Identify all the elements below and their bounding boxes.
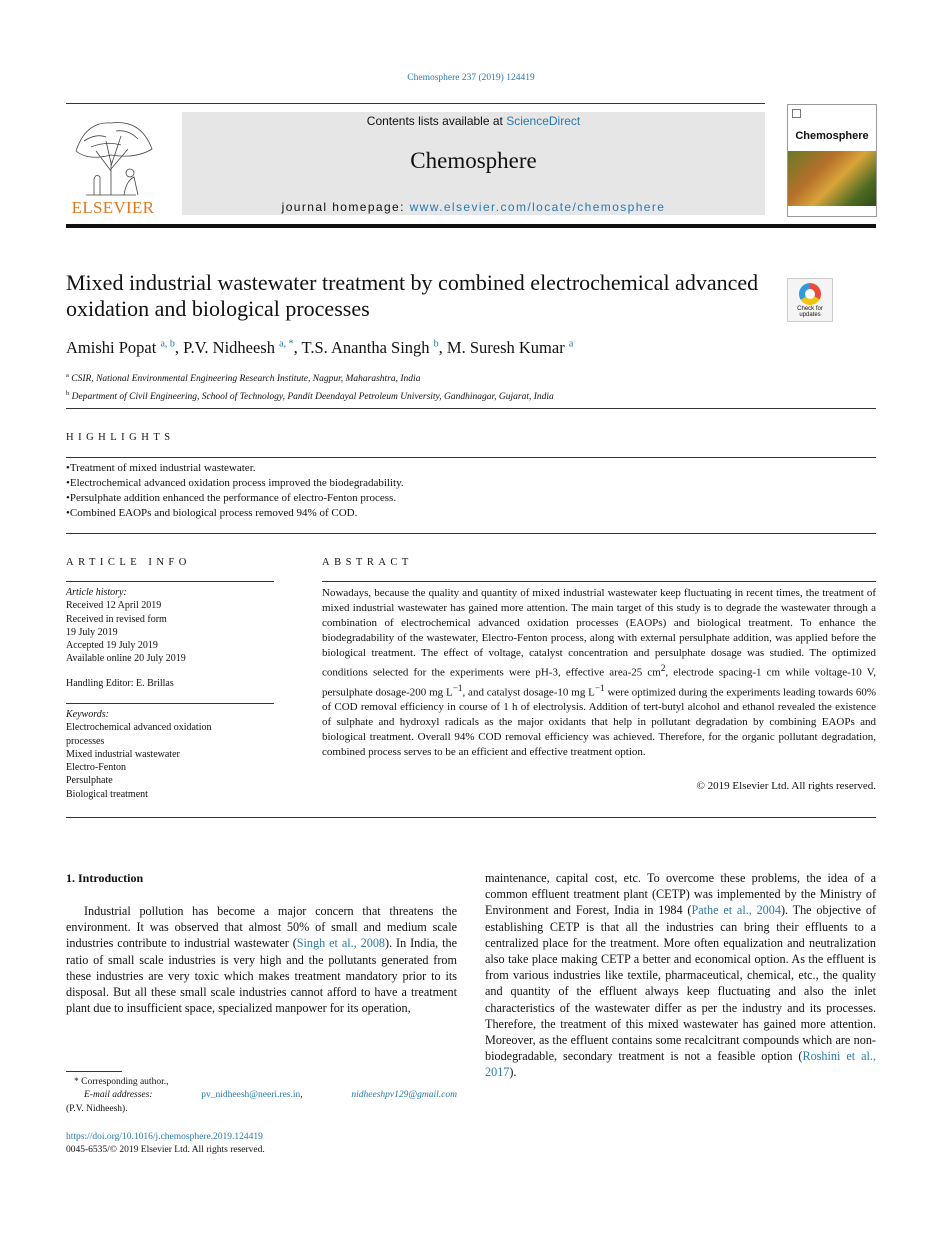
email-sep: , [300, 1090, 303, 1101]
keyword: processes [66, 735, 105, 747]
affil-marker: a [66, 372, 69, 379]
doi-link[interactable]: https://doi.org/10.1016/j.chemosphere.2019.124419 [66, 1132, 263, 1142]
handling-editor: Handling Editor: E. Brillas [66, 678, 174, 689]
divider [66, 703, 274, 704]
abstract-part: Nowadays, because the quality and quantity of mixed industrial wastewater keep fluctuating in recent times, the treatment of mixed industrial wastewater has gained more attention. The main target of this study is to degrade the wastewater through a combination of electrochemical advanced oxidation processes (EAOPs) and biological treatment. To enhance the biodegradability of the wastewater, Electro-Fenton process, along with external persulphate addition, was applied before the biological treatment. The effect of voltage, catalyst concentration and persulphate dosage was studied. The optimized conditions selected for the experiments were pH-3, effective area-25 cm [322, 587, 876, 679]
highlights-list [66, 461, 404, 521]
affiliations [66, 369, 554, 404]
footnote [66, 1076, 457, 1116]
header-thick-rule [66, 224, 876, 228]
abstract-heading: ABSTRACT [322, 557, 413, 568]
crossmark-line2: updates [799, 312, 821, 318]
homepage-line [182, 200, 765, 214]
text: maintenance, capital cost, etc. To overcome these problems, the idea of a common effluent treatment plant (CETP) was implemented by the Ministry of Environment and Forest, India in 1984 ( [485, 871, 876, 918]
keywords-label: Keywords: [66, 709, 109, 720]
author-list [66, 338, 573, 358]
keyword: Electrochemical advanced oxidation [66, 722, 212, 734]
divider [322, 581, 876, 582]
article-title: Mixed industrial wastewater treatment by combined electrochemical advanced oxidation and biological processes [66, 270, 759, 321]
crossmark-icon [799, 283, 821, 305]
footnote-rule [66, 1071, 122, 1072]
body-column-left [66, 903, 457, 1016]
author-name[interactable]: T.S. Anantha Singh [301, 338, 430, 357]
keyword: Mixed industrial wastewater [66, 748, 180, 760]
text: Industrial pollution has become a major concern that threatens the environment. It was observed that almost 50% of small and medium scale industries contribute to industrial wastewater ( [66, 904, 457, 951]
highlight-item: • Persulphate addition enhanced the performance of electro-Fenton process. [66, 491, 404, 506]
author-name[interactable]: Amishi Popat [66, 338, 157, 357]
author-name[interactable]: M. Suresh Kumar [446, 338, 565, 357]
highlights-heading: HIGHLIGHTS [66, 432, 175, 443]
divider [66, 817, 876, 818]
history-line: 19 July 2019 [66, 626, 118, 638]
body-column-right [485, 870, 876, 1081]
affil-marker: b [66, 389, 70, 397]
history-line: Received in revised form [66, 613, 167, 625]
contents-prefix: Contents lists available at [366, 114, 507, 128]
history-label: Article history: [66, 587, 127, 598]
citation-link[interactable]: Pathe et al., 2004 [691, 903, 781, 918]
author-affil-sup[interactable]: a [568, 338, 574, 350]
abstract-part: , and catalyst dosage-10 mg L [462, 686, 595, 699]
author-affil-sup[interactable]: b [433, 338, 439, 350]
doi-block [66, 1131, 265, 1158]
author-name[interactable]: P.V. Nidheesh [183, 338, 275, 357]
journal-reference[interactable]: Chemosphere 237 (2019) 124419 [407, 73, 535, 83]
citation-link[interactable]: Singh et al., 2008 [296, 936, 386, 951]
abstract-copyright: © 2019 Elsevier Ltd. All rights reserved. [696, 780, 876, 792]
cover-corner-mark [792, 109, 801, 118]
email-line [66, 1089, 457, 1102]
journal-banner [182, 112, 765, 215]
highlight-item: • Treatment of mixed industrial wastewater. [66, 461, 404, 476]
divider [66, 581, 274, 582]
email-link[interactable]: pv_nidheesh@neeri.res.in [201, 1090, 301, 1101]
author-sep: , [438, 338, 447, 357]
history-line: Available online 20 July 2019 [66, 653, 186, 665]
paragraph [485, 870, 876, 1081]
history-line: Accepted 19 July 2019 [66, 640, 158, 652]
citation-link[interactable]: Roshini et al., 2017 [485, 1049, 876, 1080]
divider [66, 408, 876, 409]
email-label: E-mail addresses: [84, 1090, 153, 1101]
keyword: Biological treatment [66, 788, 148, 800]
abstract-part: , electrode spacing-1 cm while voltage-10 V, persulphate dosage-200 mg L [322, 666, 876, 699]
article-history [66, 586, 276, 666]
affiliation-text: CSIR, National Environmental Engineering Research Institute, Nagpur, Maharashtra, India [71, 374, 421, 385]
article-info-heading: ARTICLE INFO [66, 557, 191, 568]
abstract-text [322, 586, 876, 760]
highlight-item: • Electrochemical advanced oxidation process improved the biodegradability. [66, 476, 404, 491]
author-affil-sup[interactable]: a, b [160, 338, 175, 350]
affiliation-b [66, 387, 554, 405]
homepage-link[interactable]: www.elsevier.com/locate/chemosphere [409, 200, 666, 214]
abstract-part: were optimized during the experiments leading towards 60% of COD removal efficiency in course of 1 h of electrolysis. Addition of tert-butyl alcohol and ethanol revealed the existence of sulphate and hydroxyl radicals as the major oxidants that help in pollutant degradation by combining EAOPs and biological treatment. Overall 94% COD removal efficiency was achieved. Therefore, for the organic pollutant degradation, combined process serves to be an efficient and effective treatment option. [322, 686, 877, 759]
abstract-sup: −1 [452, 682, 463, 693]
affiliation-text: Department of Civil Engineering, School of Technology, Pandit Deendayal Petroleum University, Gandhinagar, Gujarat, India [71, 391, 554, 402]
elsevier-wordmark: ELSEVIER [71, 198, 155, 217]
divider [66, 533, 876, 534]
sciencedirect-link[interactable]: ScienceDirect [506, 114, 581, 128]
cover-title: Chemosphere [795, 130, 869, 142]
header-rule [66, 103, 765, 104]
history-line: Received 12 April 2019 [66, 600, 162, 612]
journal-name: Chemosphere [410, 148, 537, 173]
text: ). The objective of establishing CETP is that all the industries can bring their effluents to a centralized place for the treatment. More often equalization and neutralization also take place making CETP a better and economical option. As the effluent is from various industries like textile, pharmaceutical, chemical, etc., the quality and quantity of the effluent always keep fluctuating and also the inlet characteristics of the wastewater differ as per the industry and its processes. Therefore, the treatment of this mixed wastewater has gained more attention. Moreover, as the effluent contains some recalcitrant compounds which are non-biodegradable, secondary treatment is not a feasible option ( [485, 903, 876, 1064]
abstract-sup: 2 [660, 663, 666, 673]
author-sep: , [293, 338, 302, 357]
text: ). [509, 1065, 517, 1080]
abstract-sup: −1 [594, 682, 605, 693]
author-affil-sup[interactable]: a, * [279, 338, 294, 350]
homepage-prefix: journal homepage: [281, 200, 410, 214]
highlight-item: • Combined EAOPs and biological process removed 94% of COD. [66, 506, 404, 521]
elsevier-tree-icon [66, 111, 160, 196]
crossmark-badge[interactable] [787, 278, 833, 322]
affiliation-a [66, 369, 554, 387]
keyword: Electro-Fenton [66, 762, 126, 774]
section-heading: 1. Introduction [66, 871, 144, 885]
journal-cover[interactable] [787, 104, 877, 217]
paragraph [66, 903, 457, 1016]
corresponding-author-note: * Corresponding author., [74, 1077, 169, 1087]
issn-line: 0045-6535/© 2019 Elsevier Ltd. All rights reserved. [66, 1145, 265, 1156]
keyword: Persulphate [66, 775, 113, 787]
elsevier-logo [66, 111, 160, 217]
keywords [66, 708, 276, 801]
author-sep: , [174, 338, 184, 357]
contents-line [182, 114, 765, 128]
text: ). In India, the ratio of small scale industries is very high and the pollutants generated from these industries are very toxic which makes treatment mandatory prior to its disposal. But all these small scale industries cannot afford to have a treatment plant due to insufficient space, specialized manpower for its operation, [66, 936, 457, 1016]
cover-image [788, 151, 876, 206]
divider [66, 457, 876, 458]
name-note: (P.V. Nidheesh). [66, 1103, 128, 1114]
crossmark-line1: Check for [797, 306, 823, 312]
email-link[interactable]: nidheeshpv129@gmail.com [351, 1090, 457, 1101]
